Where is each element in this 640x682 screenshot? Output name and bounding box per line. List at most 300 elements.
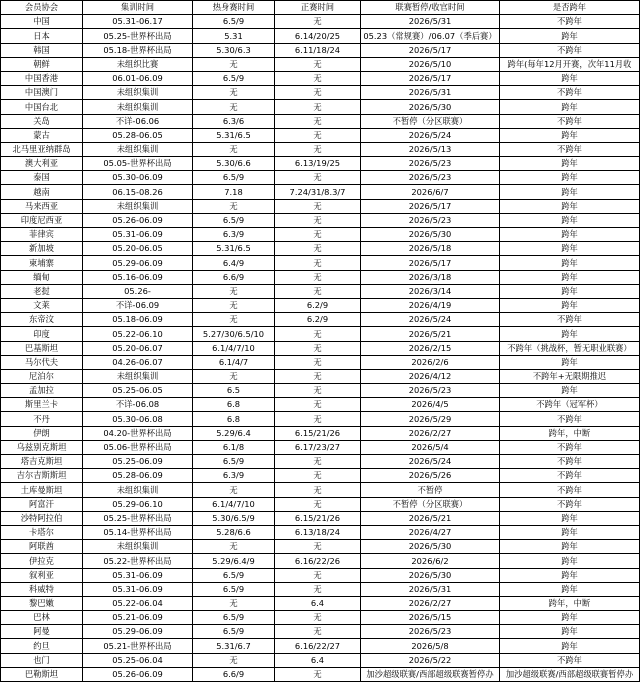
main-match-dates-cell: 无 [275, 497, 361, 511]
training-period-cell: 05.16-06.09 [83, 270, 193, 284]
header-main-match-dates: 正赛时间 [275, 1, 361, 15]
association-cell: 黎巴嫩 [1, 596, 83, 610]
main-match-dates-cell: 无 [275, 625, 361, 639]
training-period-cell: 未组织集训 [83, 369, 193, 383]
main-match-dates-cell: 无 [275, 15, 361, 29]
warmup-dates-cell: 5.31/6.5 [193, 128, 275, 142]
main-match-dates-cell: 无 [275, 582, 361, 596]
association-cell: 柬埔寨 [1, 256, 83, 270]
training-period-cell: 04.20-世界杯出局 [83, 426, 193, 440]
training-period-cell: 05.05-世界杯出局 [83, 157, 193, 171]
table-row [1, 596, 640, 610]
main-match-dates-cell: 无 [275, 71, 361, 85]
cross-year-cell: 跨年 [500, 298, 640, 312]
cross-year-cell: 不跨年 [500, 43, 640, 57]
cross-year-cell: 跨年 [500, 29, 640, 43]
table-row [1, 511, 640, 525]
league-pause-cell: 2026/3/14 [361, 284, 500, 298]
league-pause-cell: 2026/5/23 [361, 157, 500, 171]
association-cell: 塔吉克斯坦 [1, 455, 83, 469]
cross-year-cell: 加沙超级联赛/西部超级联赛暂停办 [500, 667, 640, 681]
warmup-dates-cell: 5.31/6.7 [193, 639, 275, 653]
association-cell: 阿联酋 [1, 540, 83, 554]
training-period-cell: 未组织集训 [83, 199, 193, 213]
league-pause-cell: 2026/5/24 [361, 313, 500, 327]
table-row [1, 57, 640, 71]
cross-year-cell: 跨年 [500, 639, 640, 653]
association-cell: 阿曼 [1, 625, 83, 639]
training-period-cell: 未组织比赛 [83, 57, 193, 71]
cross-year-cell: 跨年 [500, 157, 640, 171]
main-match-dates-cell: 6.13/19/25 [275, 157, 361, 171]
association-cell: 泰国 [1, 171, 83, 185]
league-pause-cell: 2026/5/30 [361, 100, 500, 114]
warmup-dates-cell: 5.27/30/6.5/10 [193, 327, 275, 341]
training-period-cell: 不详-06.06 [83, 114, 193, 128]
main-match-dates-cell: 无 [275, 483, 361, 497]
association-cell: 中国 [1, 15, 83, 29]
table-row [1, 185, 640, 199]
main-match-dates-cell: 7.24/31/8.3/7 [275, 185, 361, 199]
table-row [1, 171, 640, 185]
association-cell: 澳大利亚 [1, 157, 83, 171]
main-match-dates-cell: 无 [275, 199, 361, 213]
association-cell: 朝鲜 [1, 57, 83, 71]
main-match-dates-cell: 无 [275, 398, 361, 412]
training-period-cell: 05.31-06.09 [83, 568, 193, 582]
table-row [1, 341, 640, 355]
warmup-dates-cell: 6.6/9 [193, 667, 275, 681]
table-row [1, 582, 640, 596]
league-pause-cell: 2026/5/26 [361, 469, 500, 483]
cross-year-cell: 不跨年 [500, 86, 640, 100]
training-period-cell: 05.25-06.09 [83, 455, 193, 469]
table-row [1, 199, 640, 213]
table-row [1, 455, 640, 469]
training-period-cell: 05.28-06.09 [83, 469, 193, 483]
league-pause-cell: 不暂停（分区联赛） [361, 114, 500, 128]
training-period-cell: 未组织集训 [83, 142, 193, 156]
main-match-dates-cell: 6.4 [275, 596, 361, 610]
cross-year-cell: 跨年 [500, 540, 640, 554]
league-pause-cell: 2026/5/23 [361, 625, 500, 639]
association-cell: 孟加拉 [1, 384, 83, 398]
cross-year-cell: 跨年 [500, 228, 640, 242]
association-cell: 巴林 [1, 611, 83, 625]
training-period-cell: 未组织集训 [83, 483, 193, 497]
warmup-dates-cell: 6.6/9 [193, 270, 275, 284]
table-row [1, 213, 640, 227]
league-pause-cell: 2026/2/27 [361, 596, 500, 610]
table-row [1, 412, 640, 426]
table-row [1, 483, 640, 497]
league-pause-cell: 2026/4/19 [361, 298, 500, 312]
league-pause-cell: 2026/3/18 [361, 270, 500, 284]
warmup-dates-cell: 6.3/9 [193, 228, 275, 242]
association-cell: 关岛 [1, 114, 83, 128]
league-pause-cell: 2026/5/22 [361, 653, 500, 667]
association-cell: 约旦 [1, 639, 83, 653]
league-pause-cell: 2026/5/30 [361, 540, 500, 554]
training-period-cell: 05.29-06.10 [83, 497, 193, 511]
cross-year-cell: 跨年 [500, 568, 640, 582]
main-match-dates-cell: 无 [275, 171, 361, 185]
league-pause-cell: 2026/4/12 [361, 369, 500, 383]
warmup-dates-cell: 6.5/9 [193, 171, 275, 185]
main-match-dates-cell: 无 [275, 114, 361, 128]
association-cell: 也门 [1, 653, 83, 667]
training-period-cell: 05.28-06.05 [83, 128, 193, 142]
warmup-dates-cell: 无 [193, 483, 275, 497]
table-row [1, 114, 640, 128]
warmup-dates-cell: 无 [193, 298, 275, 312]
table-row [1, 440, 640, 454]
league-pause-cell: 2026/5/30 [361, 228, 500, 242]
cross-year-cell: 不跨年 [500, 483, 640, 497]
training-period-cell: 05.31-06.09 [83, 582, 193, 596]
warmup-dates-cell: 5.29/6.4 [193, 426, 275, 440]
warmup-dates-cell: 6.4/9 [193, 256, 275, 270]
main-match-dates-cell: 无 [275, 355, 361, 369]
association-cell: 巴勒斯坦 [1, 667, 83, 681]
cross-year-cell: 跨年 [500, 525, 640, 539]
cross-year-cell: 跨年，中断 [500, 596, 640, 610]
table-row [1, 270, 640, 284]
warmup-dates-cell: 6.5/9 [193, 568, 275, 582]
association-cell: 韩国 [1, 43, 83, 57]
league-pause-cell: 2026/5/17 [361, 256, 500, 270]
training-period-cell: 05.21-06.09 [83, 611, 193, 625]
training-period-cell: 不详-06.08 [83, 398, 193, 412]
warmup-dates-cell: 无 [193, 86, 275, 100]
warmup-dates-cell: 无 [193, 142, 275, 156]
main-match-dates-cell: 无 [275, 256, 361, 270]
league-pause-cell: 2026/6/2 [361, 554, 500, 568]
league-pause-cell: 2026/5/24 [361, 455, 500, 469]
league-pause-cell: 2026/5/23 [361, 213, 500, 227]
warmup-dates-cell: 6.1/4/7/10 [193, 341, 275, 355]
league-pause-cell: 2026/5/31 [361, 582, 500, 596]
training-period-cell: 05.21-世界杯出局 [83, 639, 193, 653]
league-pause-cell: 2026/5/13 [361, 142, 500, 156]
cross-year-cell: 跨年 [500, 100, 640, 114]
association-cell: 文莱 [1, 298, 83, 312]
main-match-dates-cell: 6.15/21/26 [275, 426, 361, 440]
training-period-cell: 05.25-世界杯出局 [83, 511, 193, 525]
main-match-dates-cell: 无 [275, 341, 361, 355]
table-row [1, 298, 640, 312]
cross-year-cell: 跨年 [500, 625, 640, 639]
league-pause-cell: 2026/5/21 [361, 327, 500, 341]
main-match-dates-cell: 6.17/23/27 [275, 440, 361, 454]
warmup-dates-cell: 6.3/9 [193, 469, 275, 483]
league-pause-cell: 2026/2/6 [361, 355, 500, 369]
table-row [1, 554, 640, 568]
league-pause-cell: 2026/4/5 [361, 398, 500, 412]
table-body [1, 15, 640, 682]
association-cell: 叙利亚 [1, 568, 83, 582]
table-row [1, 71, 640, 85]
training-period-cell: 04.26-06.07 [83, 355, 193, 369]
table-row [1, 525, 640, 539]
association-cell: 卡塔尔 [1, 525, 83, 539]
header-row [1, 1, 640, 15]
main-match-dates-cell: 无 [275, 242, 361, 256]
table-row [1, 653, 640, 667]
warmup-dates-cell: 6.3/6 [193, 114, 275, 128]
warmup-dates-cell: 6.1/4/7 [193, 355, 275, 369]
cross-year-cell: 不跨年 [500, 653, 640, 667]
league-pause-cell: 2026/4/27 [361, 525, 500, 539]
association-cell: 尼泊尔 [1, 369, 83, 383]
warmup-dates-cell: 6.1/8 [193, 440, 275, 454]
league-pause-cell: 2026/5/17 [361, 43, 500, 57]
table-row [1, 142, 640, 156]
main-match-dates-cell: 无 [275, 384, 361, 398]
training-period-cell: 05.25-06.05 [83, 384, 193, 398]
cross-year-cell: 跨年 [500, 355, 640, 369]
main-match-dates-cell: 无 [275, 228, 361, 242]
table-row [1, 242, 640, 256]
training-period-cell: 05.18-世界杯出局 [83, 43, 193, 57]
main-match-dates-cell: 6.15/21/26 [275, 511, 361, 525]
training-period-cell: 05.22-06.10 [83, 327, 193, 341]
training-period-cell: 未组织集训 [83, 540, 193, 554]
cross-year-cell: 跨年 [500, 242, 640, 256]
association-cell: 印度尼西亚 [1, 213, 83, 227]
training-period-cell: 06.01-06.09 [83, 71, 193, 85]
association-cell: 乌兹别克斯坦 [1, 440, 83, 454]
association-cell: 阿富汗 [1, 497, 83, 511]
association-cell: 东帝汶 [1, 313, 83, 327]
league-pause-cell: 不暂停（分区联赛） [361, 497, 500, 511]
table-row [1, 497, 640, 511]
table-row [1, 157, 640, 171]
league-pause-cell: 2026/6/7 [361, 185, 500, 199]
training-period-cell: 05.06-世界杯出局 [83, 440, 193, 454]
association-cell: 沙特阿拉伯 [1, 511, 83, 525]
training-period-cell: 05.26- [83, 284, 193, 298]
warmup-dates-cell: 无 [193, 653, 275, 667]
training-period-cell: 05.20-06.07 [83, 341, 193, 355]
table-row [1, 313, 640, 327]
league-pause-cell: 2026/5/24 [361, 128, 500, 142]
training-period-cell: 05.18-06.09 [83, 313, 193, 327]
table-row [1, 611, 640, 625]
training-period-cell: 05.30-06.09 [83, 171, 193, 185]
cross-year-cell: 跨年 [500, 199, 640, 213]
training-period-cell: 05.26-06.09 [83, 213, 193, 227]
warmup-dates-cell: 6.5/9 [193, 455, 275, 469]
main-match-dates-cell: 无 [275, 284, 361, 298]
main-match-dates-cell: 无 [275, 455, 361, 469]
main-match-dates-cell: 无 [275, 57, 361, 71]
main-match-dates-cell: 无 [275, 469, 361, 483]
cross-year-cell: 跨年 [500, 611, 640, 625]
cross-year-cell: 不跨年 [500, 313, 640, 327]
league-pause-cell: 2026/5/31 [361, 86, 500, 100]
main-match-dates-cell: 6.2/9 [275, 298, 361, 312]
cross-year-cell: 跨年 [500, 582, 640, 596]
training-period-cell: 未组织集训 [83, 86, 193, 100]
table-row [1, 256, 640, 270]
table-row [1, 86, 640, 100]
main-match-dates-cell: 无 [275, 100, 361, 114]
warmup-dates-cell: 5.31/6.5 [193, 242, 275, 256]
association-cell: 马来西亚 [1, 199, 83, 213]
association-cell: 新加坡 [1, 242, 83, 256]
cross-year-cell: 不跨年 [500, 440, 640, 454]
main-match-dates-cell: 6.16/22/27 [275, 639, 361, 653]
table-row [1, 15, 640, 29]
warmup-dates-cell: 无 [193, 369, 275, 383]
main-match-dates-cell: 无 [275, 142, 361, 156]
table-row [1, 228, 640, 242]
warmup-dates-cell: 5.31 [193, 29, 275, 43]
training-period-cell: 05.26-06.09 [83, 667, 193, 681]
main-match-dates-cell: 6.4 [275, 653, 361, 667]
cross-year-cell: 跨年 [500, 284, 640, 298]
warmup-dates-cell: 6.5/9 [193, 213, 275, 227]
league-pause-cell: 2026/5/23 [361, 384, 500, 398]
association-cell: 不丹 [1, 412, 83, 426]
league-pause-cell: 不暂停 [361, 483, 500, 497]
association-cell: 中国香港 [1, 71, 83, 85]
league-pause-cell: 2026/5/21 [361, 511, 500, 525]
training-period-cell: 05.20-06.05 [83, 242, 193, 256]
warmup-dates-cell: 6.1/4/7/10 [193, 497, 275, 511]
header-warmup-dates: 热身赛时间 [193, 1, 275, 15]
warmup-dates-cell: 6.5/9 [193, 625, 275, 639]
cross-year-cell: 跨年 [500, 256, 640, 270]
association-cell: 巴基斯坦 [1, 341, 83, 355]
warmup-dates-cell: 5.30/6.6 [193, 157, 275, 171]
table-row [1, 43, 640, 57]
association-cell: 中国澳门 [1, 86, 83, 100]
cross-year-cell: 不跨年 [500, 455, 640, 469]
table-row [1, 29, 640, 43]
table-row [1, 426, 640, 440]
main-match-dates-cell: 6.11/18/24 [275, 43, 361, 57]
cross-year-cell: 跨年 [500, 327, 640, 341]
warmup-dates-cell: 6.8 [193, 412, 275, 426]
cross-year-cell: 不跨年 [500, 497, 640, 511]
association-cell: 北马里亚纳群岛 [1, 142, 83, 156]
header-association: 会员协会 [1, 1, 83, 15]
association-cell: 科威特 [1, 582, 83, 596]
warmup-dates-cell: 6.5/9 [193, 582, 275, 596]
league-pause-cell: 2026/5/17 [361, 199, 500, 213]
warmup-dates-cell: 6.5 [193, 384, 275, 398]
table-row [1, 398, 640, 412]
warmup-dates-cell: 6.5/9 [193, 71, 275, 85]
cross-year-cell: 跨年，中断 [500, 426, 640, 440]
training-period-cell: 05.29-06.09 [83, 256, 193, 270]
main-match-dates-cell: 无 [275, 540, 361, 554]
header-league-pause-end: 联赛暂停/收官时间 [361, 1, 500, 15]
league-pause-cell: 2026/5/4 [361, 440, 500, 454]
league-pause-cell: 2026/2/27 [361, 426, 500, 440]
table-row [1, 540, 640, 554]
table-row [1, 625, 640, 639]
cross-year-cell: 不跨年（挑战杯，暂无职业联赛） [500, 341, 640, 355]
main-match-dates-cell: 无 [275, 213, 361, 227]
table-row [1, 369, 640, 383]
table-row [1, 469, 640, 483]
cross-year-cell: 不跨年 [500, 15, 640, 29]
warmup-dates-cell: 5.28/6.6 [193, 525, 275, 539]
warmup-dates-cell: 无 [193, 199, 275, 213]
warmup-dates-cell: 无 [193, 284, 275, 298]
warmup-dates-cell: 无 [193, 57, 275, 71]
header-training-period: 集训时间 [83, 1, 193, 15]
cross-year-cell: 不跨年 [500, 412, 640, 426]
warmup-dates-cell: 5.30/6.3 [193, 43, 275, 57]
association-cell: 斯里兰卡 [1, 398, 83, 412]
warmup-dates-cell: 7.18 [193, 185, 275, 199]
main-match-dates-cell: 6.16/22/26 [275, 554, 361, 568]
cross-year-cell: 跨年 [500, 554, 640, 568]
cross-year-cell: 跨年 [500, 185, 640, 199]
association-cell: 伊朗 [1, 426, 83, 440]
league-pause-cell: 2026/5/29 [361, 412, 500, 426]
cross-year-cell: 跨年 [500, 384, 640, 398]
training-period-cell: 05.29-06.09 [83, 625, 193, 639]
main-match-dates-cell: 无 [275, 568, 361, 582]
cross-year-cell: 跨年 [500, 213, 640, 227]
cross-year-cell: 不跨年 [500, 469, 640, 483]
warmup-dates-cell: 无 [193, 540, 275, 554]
association-cell: 日本 [1, 29, 83, 43]
main-match-dates-cell: 无 [275, 86, 361, 100]
league-pause-cell: 2026/5/31 [361, 15, 500, 29]
main-match-dates-cell: 无 [275, 611, 361, 625]
cross-year-cell: 跨年 [500, 71, 640, 85]
cross-year-cell: 跨年 [500, 128, 640, 142]
association-cell: 伊拉克 [1, 554, 83, 568]
table-row [1, 327, 640, 341]
association-cell: 吉尔吉斯斯坦 [1, 469, 83, 483]
association-cell: 印度 [1, 327, 83, 341]
warmup-dates-cell: 5.30/6.5/9 [193, 511, 275, 525]
association-cell: 马尔代夫 [1, 355, 83, 369]
cross-year-cell: 跨年 [500, 171, 640, 185]
training-period-cell: 05.25-06.04 [83, 653, 193, 667]
warmup-dates-cell: 无 [193, 313, 275, 327]
warmup-dates-cell: 6.5/9 [193, 15, 275, 29]
training-period-cell: 05.25-世界杯出局 [83, 29, 193, 43]
header-cross-year: 是否跨年 [500, 1, 640, 15]
main-match-dates-cell: 无 [275, 369, 361, 383]
training-period-cell: 05.14-世界杯出局 [83, 525, 193, 539]
training-period-cell: 05.22-世界杯出局 [83, 554, 193, 568]
cross-year-cell: 跨年(每年12月开赛，次年11月收 [500, 57, 640, 71]
warmup-dates-cell: 无 [193, 100, 275, 114]
training-period-cell: 不详-06.09 [83, 298, 193, 312]
main-match-dates-cell: 6.13/18/24 [275, 525, 361, 539]
table-row [1, 284, 640, 298]
table-row [1, 355, 640, 369]
cross-year-cell: 不跨年+无限期推迟 [500, 369, 640, 383]
table-row [1, 384, 640, 398]
association-cell: 土库曼斯坦 [1, 483, 83, 497]
association-cell: 越南 [1, 185, 83, 199]
main-match-dates-cell: 无 [275, 412, 361, 426]
league-pause-cell: 2026/5/8 [361, 639, 500, 653]
cross-year-cell: 不跨年 [500, 114, 640, 128]
association-cell: 中国台北 [1, 100, 83, 114]
league-pause-cell: 2026/5/10 [361, 57, 500, 71]
